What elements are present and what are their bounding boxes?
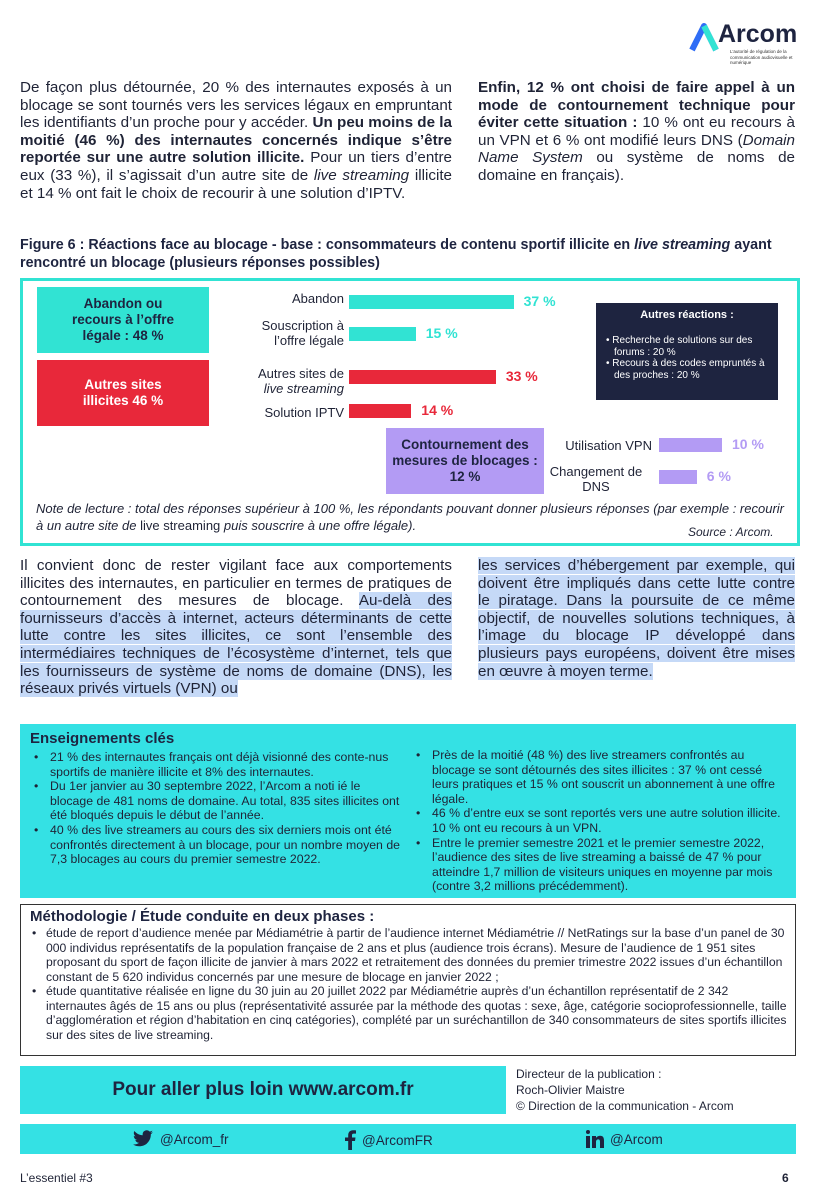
bar-value-label-3: 33 %: [505, 368, 538, 384]
bar-label-dns-b: DNS: [582, 479, 610, 494]
bar-label-dns-a: Changement de: [549, 464, 643, 479]
intro-p2-b: illicite et 14 % ont fait le choix de recourir à une solution d’IPTV.: [20, 166, 452, 202]
bar-value-label-1: 37 %: [523, 293, 556, 309]
other-reactions-list: [606, 335, 768, 381]
bar-6: [659, 470, 697, 484]
mid-column-left: [20, 557, 452, 698]
figure-note-b: puis souscrire à une offre légale).: [220, 518, 417, 533]
bar-value-label-5: 10 %: [732, 436, 764, 452]
publication-director-label: Directeur de la publication :: [516, 1067, 662, 1081]
group-contournement: [386, 428, 544, 494]
key-finding-item: • Du 1er janvier au 30 septembre 2022, l’Arcom a noti ié le blocage de 481 noms de domaine. Au total, 835 sites illicites ont été bloqués depuis le début de l’année.: [28, 779, 400, 823]
other-reactions-box: [596, 303, 778, 400]
key-findings-title: Enseignements clés: [30, 730, 175, 747]
methodology-list: [26, 926, 790, 1042]
bar-label-autres-b: live streaming: [263, 381, 344, 396]
group-abandon: [37, 287, 209, 353]
bar-label-souscription-a: Souscription à: [261, 318, 344, 333]
mid-column-right: [478, 557, 795, 680]
key-finding-item: • Entre le premier semestre 2021 et le premier semestre 2022, l’audience des sites de live streaming a baissé de 47 % pour atteindre 1,7 million de visiteurs uniques en moyenne par mois (contre 3,2 millions précédemment).: [410, 836, 790, 894]
intro-right-a: 10 % ont eu recours à un VPN et 6 % ont modifié leurs DNS (: [478, 114, 796, 149]
social-twitter-label: @Arcom_fr: [160, 1131, 229, 1147]
bar-label-dns: [540, 464, 652, 494]
figure-note-a: Note de lecture : total des réponses supérieur à 100 %, les répondants pouvant donner plusieurs réponses (par exemple : recourir à un autre site de: [36, 501, 784, 533]
social-linkedin-label: @Arcom: [610, 1131, 663, 1147]
publication-copyright: © Direction de la communication - Arcom: [516, 1099, 734, 1113]
group-autres: [37, 360, 209, 426]
other-reactions-title: Autres réactions :: [640, 309, 734, 321]
bar-label-souscription-b: l’offre légale: [274, 333, 344, 348]
figure-note-normal: live streaming: [140, 518, 221, 533]
other-reaction-item: • Recours à des codes empruntés à des proches : 20 %: [606, 358, 765, 381]
methodology-title: Méthodologie / Étude conduite en deux phases :: [30, 908, 375, 925]
group-abandon-label: Abandon ou recours à l’offre légale : 48 %: [71, 296, 175, 343]
page-number: 6: [782, 1171, 789, 1185]
arcom-logo: [688, 16, 800, 68]
methodology-item: • étude quantitative réalisée en ligne du 30 juin au 20 juillet 2022 par Médiamétrie auprès d’un échantillon représentatif de 2 342 internautes âgés de 15 ans ou plus (représentativité assurée par la méthode des quotas : sexe, âge, catégorie socioprofessionnelle, taille d’agglomération et région d’habitation en cinq catégories), complété par un suréchantillon de 340 consommateurs de sites sportifs illicites sur des sites de live streaming.: [26, 984, 790, 1042]
intro-right-b: ou système de noms de domaine en français).: [478, 149, 795, 184]
more-info-link[interactable]: Pour aller plus loin www.arcom.fr: [20, 1066, 506, 1114]
logo-tagline: L'autorité de régulation de la communication audiovisuelle et numérique: [730, 49, 793, 65]
group-autres-label: Autres sites illicites 46 %: [82, 377, 164, 408]
social-twitter[interactable]: [132, 1130, 228, 1148]
twitter-icon: [132, 1130, 154, 1148]
figure-title-italic: live streaming: [634, 237, 731, 253]
bar-label-autres: [226, 366, 344, 396]
mid-left-highlight: Au-delà des fournisseurs d’accès à internet, acteurs déterminants de cette lutte contre les sites illicites, ce sont l’ensemble des intermédiaires techniques de l’écosystème d’internet, tels que les fournisseurs de système de noms de domaine (DNS), les réseaux privés virtuels (VPN) ou: [20, 592, 452, 698]
arcom-logo-mark-icon: [688, 22, 720, 52]
key-finding-item: • Près de la moitié (48 %) des live streamers confrontés au blocage se sont détournés des sites illicites : 37 % ont cessé leurs pratiques et 15 % ont souscrit un abonnement à une offre légale.: [410, 748, 790, 806]
mid-right-highlight: les services d’hébergement par exemple, qui doivent être impliqués dans cette lutte contre le piratage. Dans la poursuite de ce même objectif, de nouvelles solutions techniques, à l’image du blocage IP développé dans plusieurs pays européens, doivent être mises en œuvre à moyen terme.: [478, 557, 795, 680]
linkedin-icon: [586, 1130, 604, 1148]
key-findings-right-list: [410, 748, 790, 894]
intro-p2-italic: live streaming: [313, 166, 410, 184]
other-reaction-item: • Recherche de solutions sur des forums : 20 %: [606, 335, 753, 358]
key-finding-item: • 46 % d’entre eux se sont reportés vers une autre solution illicite. 10 % ont eu recours à un VPN.: [410, 806, 790, 835]
mid-left-plain: Il convient donc de rester vigilant face aux comportements illicites des internautes, en particulier en termes de pratiques de contournement des mesures de blocage.: [20, 557, 452, 610]
footer-publication-name: L’essentiel #3: [20, 1171, 93, 1185]
bar-label-vpn: Utilisation VPN: [565, 438, 652, 453]
social-linkedin[interactable]: [586, 1130, 663, 1148]
intro-column-right: [478, 79, 795, 185]
figure-title: [20, 236, 800, 272]
bar-value-label-4: 14 %: [421, 402, 454, 418]
key-findings-left-list: [28, 750, 400, 867]
methodology-item: • étude de report d’audience menée par Médiamétrie à partir de l’audience internet Médiamétrie // NetRatings sur la base d’un panel de 30 000 individus représentatifs de la population française de 2 ans et plus (audience trois écrans). Mesure de l’audience de 1 951 sites proposant du sport de façon illicite de janvier à mars 2022 et retraitement des données du premier trimestre 2022 issues d’un échantillon constant de 5 620 individus concernés par une mesure de blocage en janvier 2022 ;: [26, 926, 790, 984]
intro-p1: De façon plus détournée, 20 % des internautes exposés à un blocage se sont tournés vers les services légaux en empruntant les identifiants d’un proche pour y accéder.: [20, 79, 452, 132]
bar-label-iptv: Solution IPTV: [264, 405, 344, 420]
intro-p2-a: Pour un tiers d’entre eux (33 %), il s’agissait d’un autre site de: [20, 149, 452, 184]
bar-label-abandon: Abandon: [291, 291, 344, 306]
figure-note: [36, 500, 784, 534]
bar-label-autres-a: Autres sites de: [258, 366, 344, 381]
social-facebook[interactable]: [344, 1130, 433, 1150]
figure-source: Source : Arcom.: [688, 525, 774, 539]
publication-director-name: Roch-Olivier Maistre: [516, 1083, 625, 1097]
bar-2: [349, 327, 416, 341]
bar-value-label-6: 6 %: [706, 468, 731, 484]
facebook-icon: [344, 1130, 356, 1150]
bar-5: [659, 438, 722, 452]
intro-right-bold: Enfin, 12 % ont choisi de faire appel à un mode de contournement technique pour éviter cette situation :: [478, 79, 795, 132]
figure-title-a: Figure 6 : Réactions face au blocage - base : consommateurs de contenu sportif illicite en: [20, 237, 635, 253]
bar-4: [349, 404, 411, 418]
publication-info: [516, 1066, 734, 1114]
group-contournement-label: Contournement des mesures de blocages : 12 %: [392, 437, 538, 484]
intro-p2-bold: Un peu moins de la moitié (46 %) des internautes concernés indique s’être reportée sur une autre solution illicite.: [20, 114, 452, 167]
logo-wordmark: Arcom: [718, 20, 798, 48]
bar-value-label-2: 15 %: [425, 325, 458, 341]
key-finding-item: • 40 % des live streamers au cours des six derniers mois ont été confrontés directement à un blocage, pour un nombre moyen de 7,3 blocages au cours du premier semestre 2022.: [28, 823, 400, 867]
intro-right-italic: Domain Name System: [478, 131, 795, 167]
bar-label-souscription: [226, 318, 344, 348]
intro-column-left: [20, 79, 452, 202]
key-finding-item: • 21 % des internautes français ont déjà visionné des conte-nus sportifs de manière illicite et 8% des internautes.: [28, 750, 400, 779]
social-facebook-label: @ArcomFR: [362, 1132, 433, 1148]
bar-3: [349, 370, 496, 384]
bar-1: [349, 295, 514, 309]
figure-title-b: ayant rencontré un blocage (plusieurs réponses possibles): [20, 237, 772, 271]
